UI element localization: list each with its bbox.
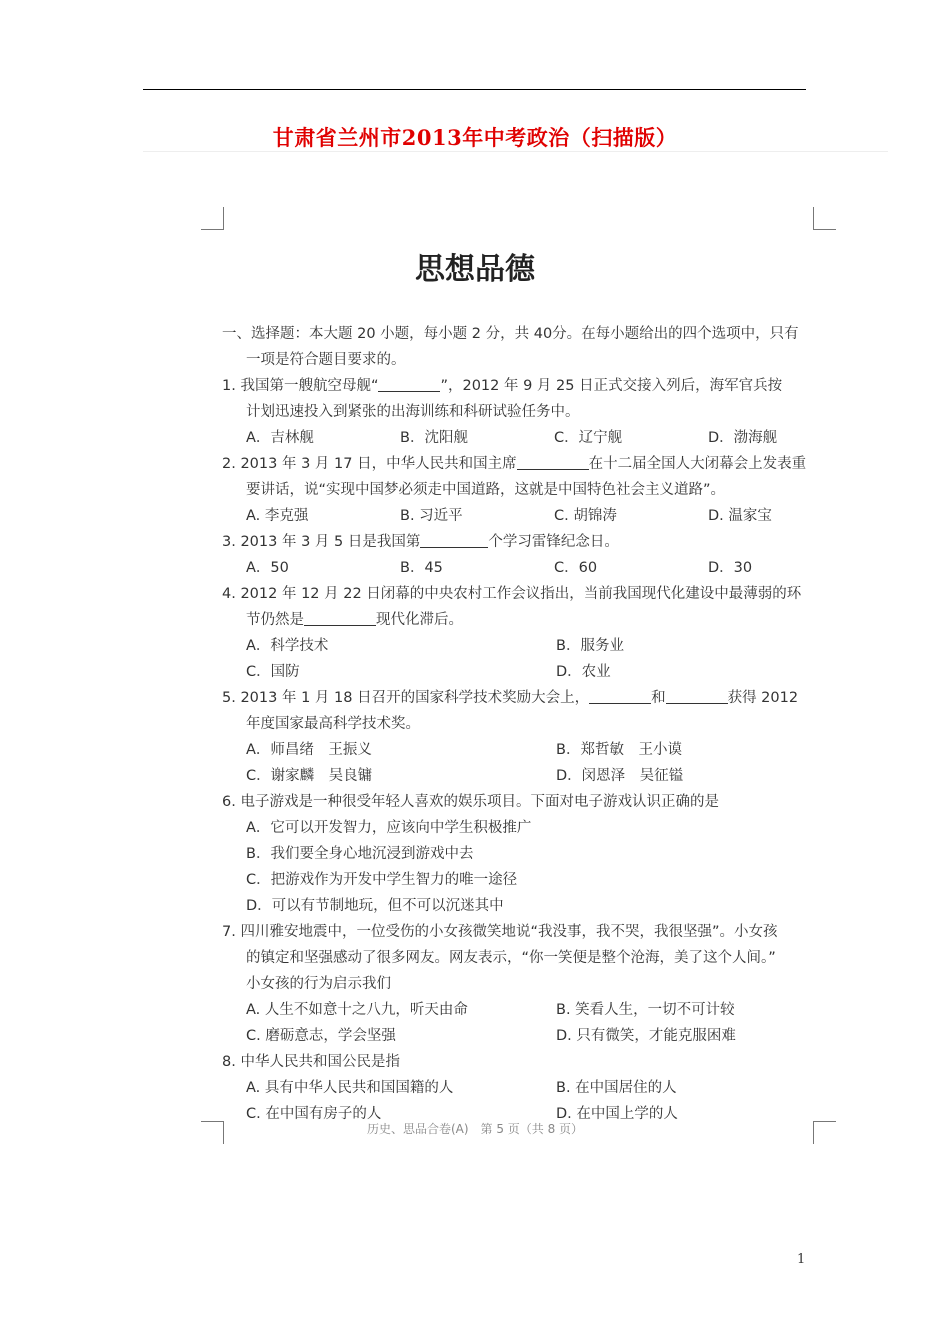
option: C．辽宁舰 [554,430,623,446]
answer-blank [304,609,376,626]
question-5-options [222,763,822,789]
question-1-cont: 计划迅速投入到紧张的出海训练和科研试验任务中。 [246,404,580,420]
question-sheet [222,321,822,1127]
question-5: 5. 2013 年 1 月 18 日召开的国家科学技术奖励大会上， 和 获得 2012 [222,685,822,711]
document-title: 甘肃省兰州市2013年中考政治（扫描版） [272,125,678,150]
option: C．把游戏作为开发中学生智力的唯一途径 [246,872,518,888]
header-rule [143,89,806,90]
question-5-cont: 年度国家最高科学技术奖。 [246,716,420,732]
question-4-options [222,633,822,659]
option: A. 李克强 [246,508,309,524]
option: A．科学技术 [246,638,329,654]
option: B．我们要全身心地沉浸到游戏中去 [246,846,474,862]
option: C．国防 [246,664,300,680]
question-2: 2. 2013 年 3 月 17 日，中华人民共和国主席 在十二届全国人大闭幕会上发表重 [222,451,822,477]
title-underline [143,151,888,152]
option: A. 具有中华人民共和国国籍的人 [246,1080,454,1096]
option: B. 习近平 [400,508,463,524]
option: D．闵恩泽 吴征镒 [556,768,684,784]
option: C. 胡锦涛 [554,508,617,524]
question-6: 6. 电子游戏是一种很受年轻人喜欢的娱乐项目。下面对电子游戏认识正确的是 [222,794,719,810]
question-4-options [222,659,822,685]
question-4-cont: 节仍然是 现代化滞后。 [222,607,822,633]
option: D. 温家宝 [708,508,772,524]
answer-blank [420,531,488,548]
section-heading-cont: 一项是符合题目要求的。 [246,352,406,368]
option: D．30 [708,560,753,576]
option: D. 只有微笑，才能克服困难 [556,1028,736,1044]
question-1: 1. 我国第一艘航空母舰“ ”，2012 年 9 月 25 日正式交接入列后，海军官兵按 [222,373,822,399]
option: A．吉林舰 [246,430,314,446]
question-3-options [222,555,822,581]
question-8: 8. 中华人民共和国公民是指 [222,1054,400,1070]
question-7: 7. 四川雅安地震中，一位受伤的小女孩微笑地说“我没事，我不哭，我很坚强”。小女孩 [222,924,778,940]
option: B．服务业 [556,638,624,654]
question-7-cont: 小女孩的行为启示我们 [246,976,391,992]
option: D．渤海舰 [708,430,778,446]
answer-blank [517,453,589,470]
option: A. 人生不如意十之八九，听天由命 [246,1002,468,1018]
question-8-options [222,1075,822,1101]
option: B．沈阳舰 [400,430,468,446]
question-1-options [222,425,822,451]
answer-blank [666,687,728,704]
answer-blank [378,375,440,392]
page-number: 1 [797,1252,806,1267]
section-heading: 一、选择题：本大题 20 小题，每小题 2 分，共 40分。在每小题给出的四个选项中，只有 [222,326,799,342]
option: D．可以有节制地玩，但不可以沉迷其中 [246,898,504,914]
crop-mark-top-right [813,207,836,230]
question-2-cont: 要讲话，说“实现中国梦必须走中国道路，这就是中国特色社会主义道路”。 [246,482,726,498]
question-7-options [222,997,822,1023]
option: A．师昌绪 王振义 [246,742,372,758]
question-5-options [222,737,822,763]
option: B. 笑看人生，一切不可计较 [556,1002,735,1018]
option: C．谢家麟 吴良镛 [246,768,373,784]
option: D. 在中国上学的人 [556,1106,678,1122]
option: B．郑哲敏 王小谟 [556,742,682,758]
option: D．农业 [556,664,611,680]
question-2-options [222,503,822,529]
option: C. 磨砺意志，学会坚强 [246,1028,396,1044]
answer-blank [589,687,651,704]
option: C. 在中国有房子的人 [246,1106,382,1122]
crop-mark-top-left [201,207,224,230]
question-4: 4. 2012 年 12 月 22 日闭幕的中央农村工作会议指出，当前我国现代化建设中最薄弱的环 [222,586,802,602]
question-7-cont: 的镇定和坚强感动了很多网友。网友表示，“你一笑便是整个沧海，美了这个人间。” [246,950,776,966]
option: C．60 [554,560,598,576]
question-7-options [222,1023,822,1049]
question-3: 3. 2013 年 3 月 5 日是我国第 个学习雷锋纪念日。 [222,529,822,555]
exam-title: 思想品德 [415,252,535,287]
option: B．45 [400,560,443,576]
option: A．50 [246,560,289,576]
option: B. 在中国居住的人 [556,1080,677,1096]
scan-footer: 历史、思品合卷(A) 第 5 页（共 8 页） [366,1122,584,1136]
option: A．它可以开发智力，应该向中学生积极推广 [246,820,532,836]
